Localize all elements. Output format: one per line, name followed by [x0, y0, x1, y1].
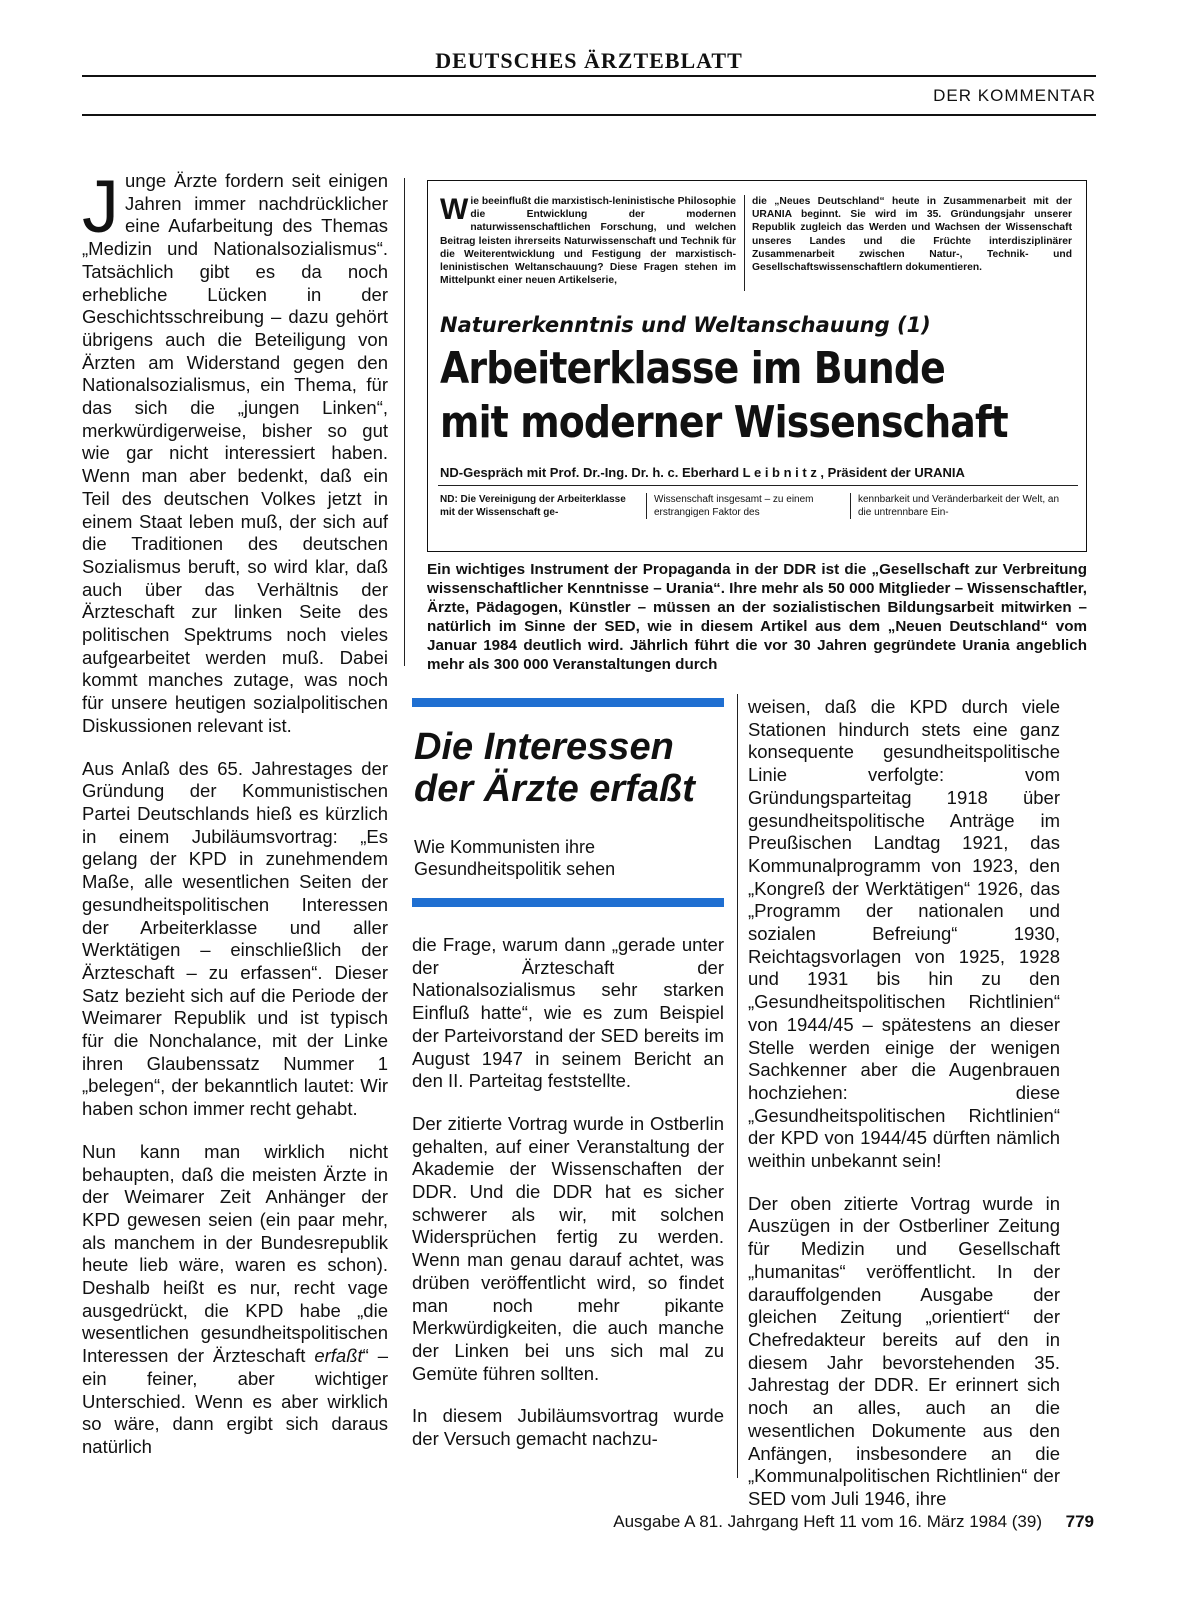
clipping-headline-1: Arbeiterklasse im Bunde	[440, 343, 945, 394]
paragraph: In diesem Jubiläumsvortrag wurde der Versuch gemacht nachzu-	[412, 1405, 724, 1450]
image-caption: Ein wichtiges Instrument der Propaganda in der DDR ist die „Gesellschaft zur Verbreitung wissenschaftlicher Kenntnisse – Urania“. Ihre mehr als 50 000 Mitglieder – Wissenschaftler, Ärzte, Pädagogen, Künstler – müssen an der sozialistischen Bildungsarbeit mitwirken – natürlich im Sinne der SED, wie in diesem Artikel aus dem „Neuen Deutschland“ vom Januar 1984 deutlich wird. Jährlich führt die vor 30 Jahren gegründete Urania angeblich mehr als 300 000 Veranstaltungen durch	[427, 561, 1087, 673]
middle-column	[412, 934, 724, 1471]
right-column	[748, 696, 1060, 1531]
accent-bar-top	[412, 698, 724, 707]
column-divider	[737, 694, 738, 1478]
intro-initial: W	[440, 193, 469, 226]
left-column	[82, 165, 388, 1479]
issue-info: Ausgabe A 81. Jahrgang Heft 11 vom 16. März 1984 (39)	[613, 1512, 1042, 1531]
paragraph-text: unge Ärzte fordern seit einigen Jahren immer nachdrücklicher eine Aufarbeitung des Themas „Medizin und Nationalsozialismus“. Tatsächlich gibt es da noch erhebliche Lücken in der Geschichtsschreibung – dazu gehört übrigens auch die Beteiligung von Ärzten am Widerstand gegen den Nationalsozialismus, ein Thema, für das sich die „jungen Linken“, merkwürdigerweise, bisher so gut wie gar nicht interessiert haben. Wenn man aber bedenkt, daß ein Teil des deutschen Volkes jetzt in einem Staat leben muß, der sich auf die Traditionen des deutschen Sozialismus beruft, so wird klar, daß auch über das Verhältnis der Ärzteschaft zur linken Seite des politischen Spektrums noch vieles aufgearbeitet werden muß. Dabei kommt manches zutage, was noch für unsere heutigen sozialpolitischen Diskussionen relevant ist.	[82, 170, 388, 736]
emphasis: erfaßt	[314, 1345, 363, 1367]
clipping-snippet-2: Wissenschaft insgesamt – zu einem erstrangigen Faktor des	[654, 494, 814, 518]
paragraph: Aus Anlaß des 65. Jahrestages der Gründung der Kommunistischen Partei Deutschlands hieß es kürzlich in einem Jubiläumsvortrag: „Es gelang der KPD in zunehmendem Maße, alle wesentlichen Seiten der gesundheitspolitischen Interessen der Arbeiterklasse und aller Werktätigen – einschließlich der Ärzteschaft – zu erfassen“. Dieser Satz bezieht sich auf die Periode der Weimarer Republik und ist typisch für die Nonchalance, mit der Linke ihren Glaubenssatz Nummer 1 „belegen“, der bekanntlich lautet: Wir haben schon immer recht gehabt.	[82, 757, 388, 1120]
article-headline: Die Interessen der Ärzte erfaßt	[414, 726, 695, 810]
clipping-snippet-3: kennbarkeit und Veränderbarkeit der Welt, an die untrennbare Ein-	[858, 494, 1060, 518]
paragraph-text: “ – ein feiner, aber wichtiger Unterschied. Wenn es aber wirklich so wäre, dann ergibt sich daraus natürlich	[82, 1345, 388, 1457]
intro-text: ie beeinflußt die marxistisch-leninistische Philosophie die Entwicklung der modernen naturwissenschaftlichen Forschung, und welchen Beitrag leisten ihrerseits Naturwissenschaft und Technik für die Weiterentwicklung und Festigung der marxistisch-leninistischen Weltanschauung? Diese Fragen stehen im Mittelpunkt einer neuen Artikelserie,	[440, 196, 736, 287]
paragraph-text: Nun kann man wirklich nicht behaupten, daß die meisten Ärzte in der Weimarer Zeit Anhänger der KPD gewesen seien (ein paar mehr, als manchem in der Bundesrepublik heute lieb wäre, waren es schon). Deshalb heißt es nur, recht vage ausgedrückt, die KPD habe „die wesentlichen gesundheitspolitischen Interessen der Ärzteschaft	[82, 1140, 388, 1367]
section-label: DER KOMMENTAR	[933, 86, 1096, 105]
clipping-snippet-1: ND: Die Vereinigung der Arbeiterklasse mit der Wissenschaft ge-	[440, 494, 626, 518]
paragraph	[82, 165, 388, 738]
clipping-byline: ND-Gespräch mit Prof. Dr.-Ing. Dr. h. c. Eberhard L e i b n i t z , Präsident der URANIA	[440, 465, 965, 480]
masthead: DEUTSCHES ÄRZTEBLATT	[435, 48, 743, 73]
snippet-divider	[850, 493, 851, 519]
masthead-rule	[82, 75, 1096, 77]
intro-divider	[744, 195, 745, 291]
paragraph: Der oben zitierte Vortrag wurde in Auszügen in der Ostberliner Zeitung für Medizin und Gesellschaft „humanitas“ veröffentlicht. In der darauffolgenden Ausgabe der gleichen Zeitung „orientiert“ der Chefredakteur bereits auf den in diesem Jahr bevorstehenden 35. Jahrestag der DDR. Er erinnert sich noch an alles, auch an die wesentlichen Dokumente aus den Anfängen, insbesondere an die „Kommunalpolitischen Richtlinien“ der SED vom Juli 1946, ihre	[748, 1192, 1060, 1509]
clipping-intro-left	[440, 195, 736, 287]
byline-rule	[438, 485, 1078, 486]
header-rule	[82, 114, 1096, 116]
clipping-intro-right: die „Neues Deutschland“ heute in Zusammenarbeit mit der URANIA beginnt. Sie wird im 35. Gründungsjahr unserer Republik zugleich das Werden und Wachsen der Wissenschaft unseres Landes und die Früchte interdisziplinärer Zusammenarbeit zwischen Natur-, Technik- und Gesellschaftswissenschaftlern dokumentieren.	[752, 196, 1072, 274]
accent-bar-bottom	[412, 898, 724, 907]
snippet-divider	[646, 493, 647, 519]
series-title: Naturerkenntnis und Weltanschauung (1)	[440, 313, 931, 337]
paragraph: Der zitierte Vortrag wurde in Ostberlin gehalten, auf einer Veranstaltung der Akademie der Wissenschaften der DDR. Und die DDR hat es sicher schwerer als wir, mit solchen Widersprüchen fertig zu werden. Wenn man genau darauf achtet, was drüben veröffentlicht wird, so findet man noch mehr pikante Merkwürdigkeiten, die auch manche der Linken bei uns sich mal zu Gemüte führen sollten.	[412, 1112, 724, 1384]
newspaper-clipping	[427, 180, 1087, 552]
paragraph: weisen, daß die KPD durch viele Stationen hindurch stets eine ganz konsequente gesundheitspolitische Linie verfolgte: vom Gründungsparteitag 1918 über gesundheitspolitische Anträge im Preußischen Landtag 1921, das Kommunalprogramm von 1923, den „Kongreß der Werktätigen“ 1926, das „Programm der nationalen und sozialen Befreiung“ 1930, Reichtagsvorlagen von 1925, 1928 und 1931 bis hin zu den „Gesundheitspolitischen Richtlinien“ von 1944/45 – spätestens an dieser Stelle werden einige der wenigen Sachkenner aber die Augenbrauen hochziehen: diese „Gesundheitspolitischen Richtlinien“ der KPD von 1944/45 dürften nämlich weithin unbekannt sein!	[748, 696, 1060, 1172]
drop-cap: J	[82, 165, 119, 248]
page-number: 779	[1065, 1512, 1094, 1531]
article-subhead: Wie Kommunisten ihre Gesundheitspolitik sehen	[414, 837, 616, 879]
clipping-headline-2: mit moderner Wissenschaft	[440, 397, 1008, 448]
column-divider	[404, 178, 405, 666]
paragraph	[82, 1141, 388, 1459]
paragraph: die Frage, warum dann „gerade unter der Ärzteschaft der Nationalsozialismus sehr starken Einfluß hatte“, wie es zum Beispiel der Parteivorstand der SED bereits im August 1947 in seinem Bericht an den II. Parteitag feststellte.	[412, 934, 724, 1092]
